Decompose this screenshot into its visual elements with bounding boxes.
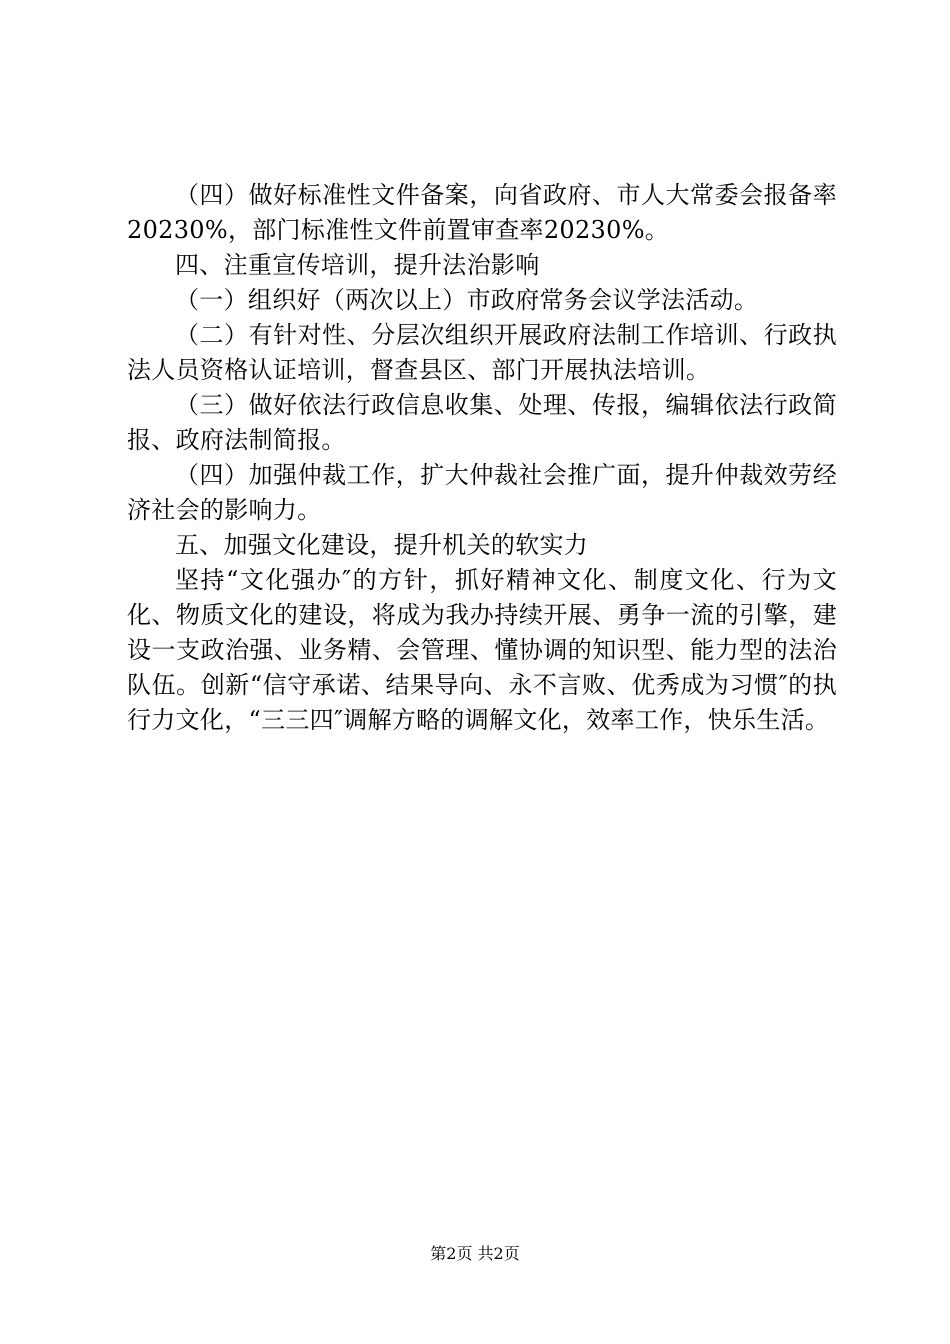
- paragraph-study-activities: （一）组织好（两次以上）市政府常务会议学法活动。: [175, 286, 759, 314]
- paragraph-training: （二）有针对性、分层次组织开展政府法制工作培训、行政执法人员资格认证培训，督查县区、部门开展执法培训。: [127, 321, 837, 384]
- heading-section-four: 四、注重宣传培训，提升法治影响: [175, 251, 540, 279]
- paragraph-culture-building: 坚持“文化强办″的方针，抓好精神文化、制度文化、行为文化、物质文化的建设，将成为我办持续开展、勇争一流的引擎，建设一支政治强、业务精、会管理、懂协调的知识型、能力型的法治队伍。创新“信守承诺、结果导向、永不言败、优秀成为习惯″的执行力文化，“三三四″调解方略的调解文化，效率工作，快乐生活。: [127, 566, 837, 734]
- paragraph-information-briefings: （三）做好依法行政信息收集、处理、传报，编辑依法行政简报、政府法制简报。: [127, 391, 837, 454]
- heading-section-five: 五、加强文化建设，提升机关的软实力: [175, 531, 589, 559]
- document-body: [127, 178, 837, 738]
- paragraph-standard-documents-filing: （四）做好标准性文件备案，向省政府、市人大常委会报备率20230%，部门标准性文件前置审查率20230%。: [127, 181, 837, 244]
- page-number-footer: 第2页 共2页: [430, 1244, 520, 1263]
- paragraph-arbitration: （四）加强仲裁工作，扩大仲裁社会推广面，提升仲裁效劳经济社会的影响力。: [127, 461, 837, 524]
